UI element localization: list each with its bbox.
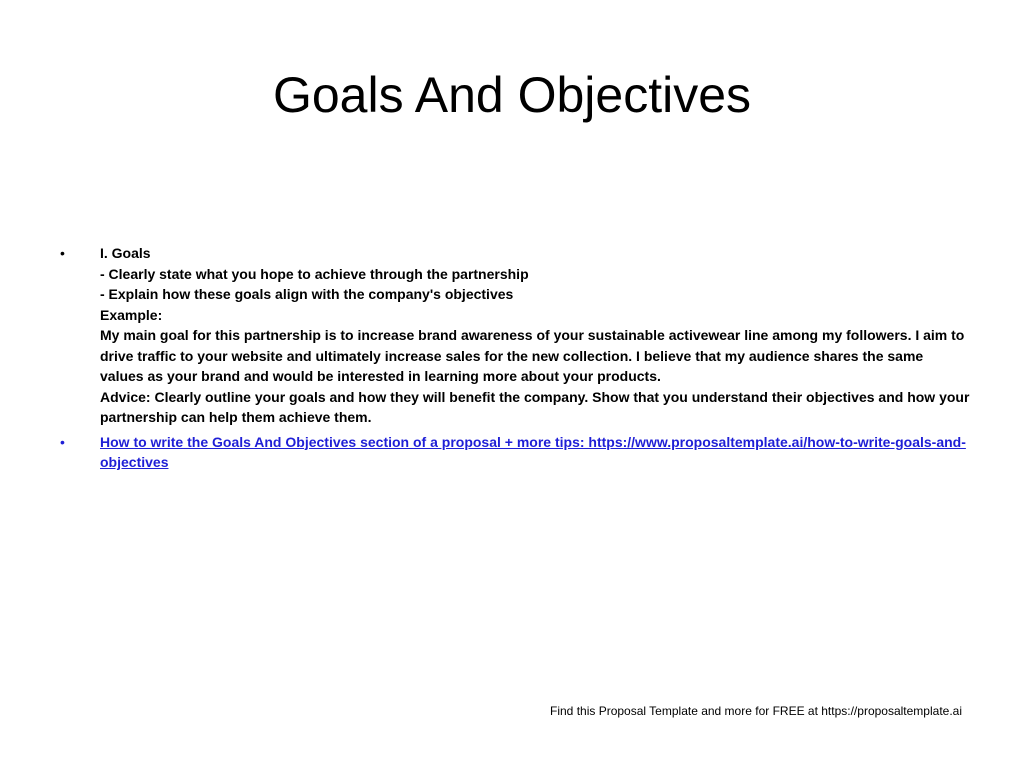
footer-note: Find this Proposal Template and more for FREE at https://proposaltemplate.ai	[550, 704, 962, 718]
bullet-tips-link	[60, 432, 970, 473]
advice-paragraph: Advice: Clearly outline your goals and how they will benefit the company. Show that you understand their objectives and how your partnership can help them achieve them.	[100, 388, 970, 425]
bullet-marker: •	[60, 433, 65, 450]
bullet-goals	[60, 243, 970, 428]
goals-heading: I. Goals	[100, 245, 151, 261]
goals-point-2: - Explain how these goals align with the company's objectives	[100, 286, 514, 302]
proposal-tips-link[interactable]: How to write the Goals And Objectives section of a proposal + more tips: https://www.proposaltemplate.ai/how-to-write-goals-and-objectives	[100, 433, 966, 470]
slide-content	[60, 243, 970, 477]
example-paragraph: My main goal for this partnership is to increase brand awareness of your sustainable activewear line among my followers. I aim to drive traffic to your website and ultimately increase sales for the new collection. I believe that my audience shares the same values as your brand and would be interested in learning more about your products.	[100, 327, 965, 384]
bullet-marker: •	[60, 245, 65, 261]
example-label: Example:	[100, 306, 163, 323]
goals-point-1: - Clearly state what you hope to achieve through the partnership	[100, 265, 529, 282]
slide-title: Goals And Objectives	[272, 67, 752, 123]
